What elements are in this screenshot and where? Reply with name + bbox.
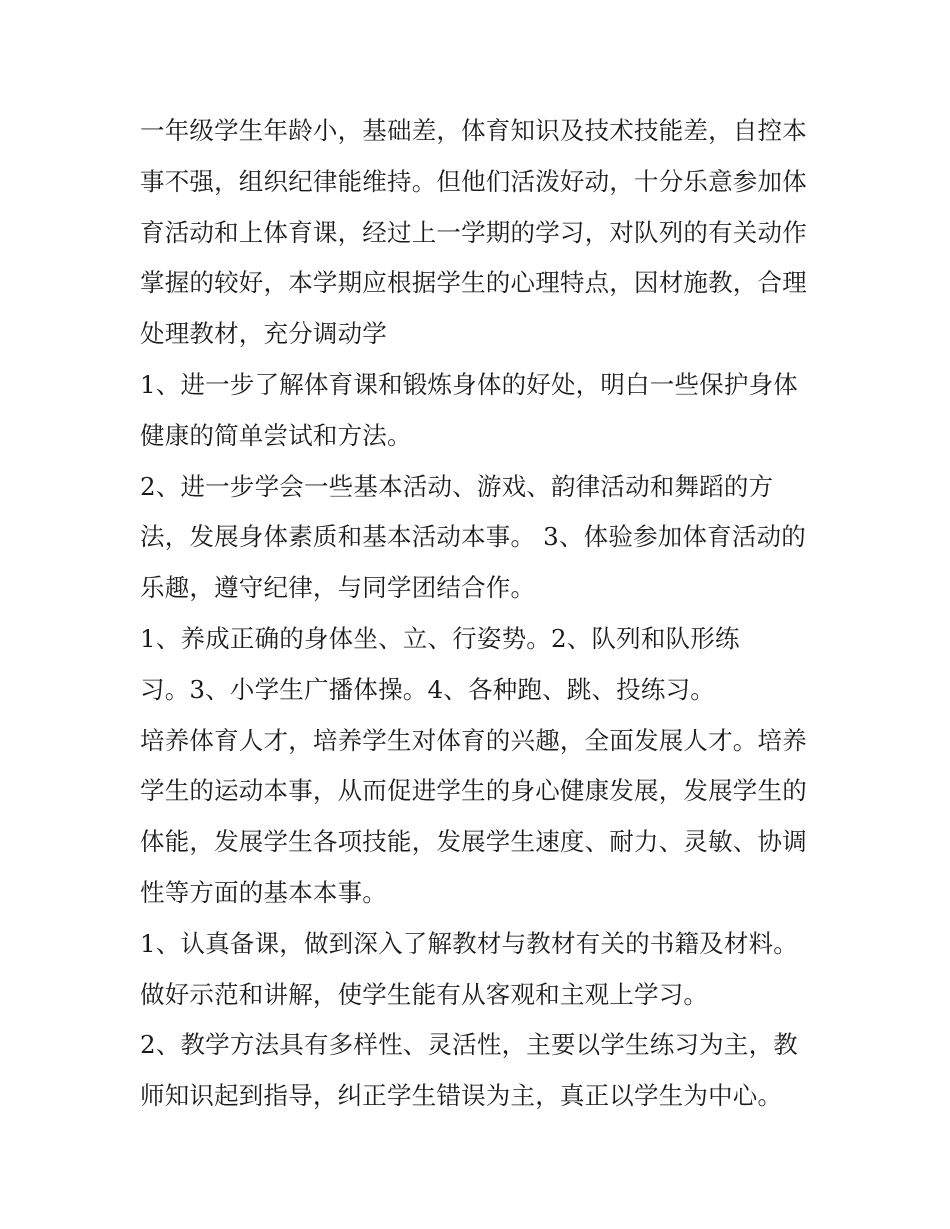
text-line-15: 体能，发展学生各项技能，发展学生速度、耐力、灵敏、协调	[140, 827, 807, 857]
text-line-8: 2、进一步学会一些基本活动、游戏、韵律活动和舞蹈的方	[140, 471, 774, 501]
text-line-19: 2、教学方法具有多样性、灵活性，主要以学生练习为主，教	[140, 1030, 798, 1060]
text-line-11: 1、养成正确的身体坐、立、行姿势。2、队列和队形练	[140, 623, 740, 653]
text-line-1: 一年级学生年龄小，基础差，体育知识及技术技能差，自控本	[140, 116, 807, 145]
text-line-2: 事不强，组织纪律能维持。但他们活泼好动，十分乐意参加体	[140, 166, 807, 196]
text-line-9: 法，发展身体素质和基本活动本事。 3、体验参加体育活动的	[140, 522, 806, 552]
text-line-14: 学生的运动本事，从而促进学生的身心健康发展，发展学生的	[140, 776, 807, 806]
text-line-7: 健康的简单尝试和方法。	[140, 420, 412, 450]
text-line-13: 培养体育人才，培养学生对体育的兴趣，全面发展人才。培养	[140, 725, 807, 755]
text-line-20: 师知识起到指导，纠正学生错误为主，真正以学生为中心。	[140, 1081, 783, 1111]
text-line-17: 1、认真备课，做到深入了解教材与教材有关的书籍及材料。	[140, 928, 798, 958]
text-line-16: 性等方面的基本本事。	[140, 877, 387, 907]
text-line-18: 做好示范和讲解，使学生能有从客观和主观上学习。	[140, 979, 709, 1009]
text-line-4: 掌握的较好，本学期应根据学生的心理特点，因材施教，合理	[140, 268, 807, 298]
text-line-12: 习。3、小学生广播体操。4、各种跑、跳、投练习。	[140, 674, 715, 704]
text-line-5: 处理教材，充分调动学	[140, 319, 387, 349]
document-body	[140, 106, 840, 1122]
text-line-3: 育活动和上体育课，经过上一学期的学习，对队列的有关动作	[140, 217, 807, 247]
text-line-6: 1、进一步了解体育课和锻炼身体的好处，明白一些保护身体	[140, 369, 798, 399]
text-line-10: 乐趣，遵守纪律，与同学团结合作。	[140, 573, 536, 603]
